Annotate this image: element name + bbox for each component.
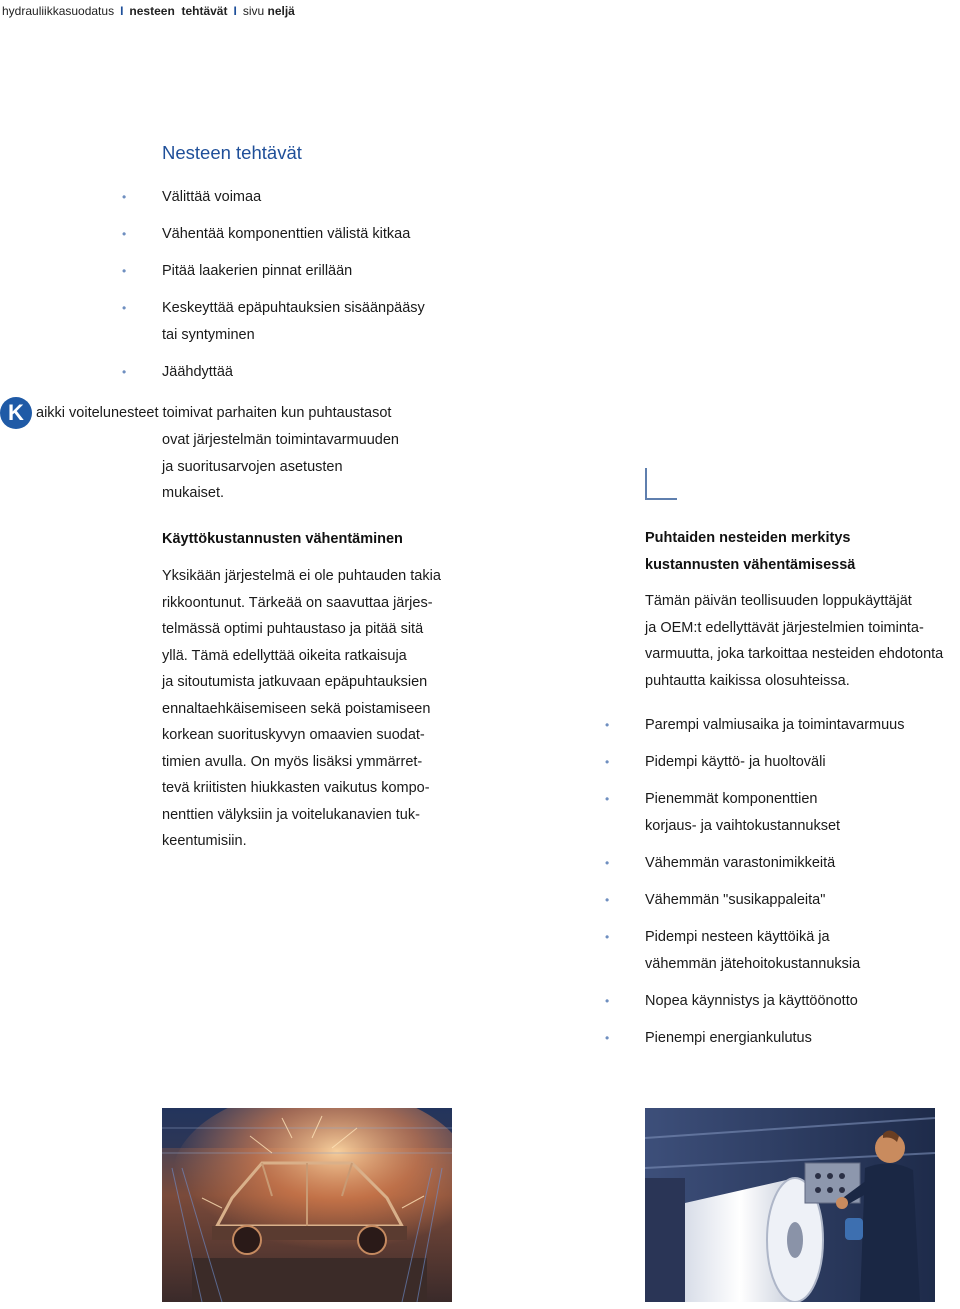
list-item: • Pidempi nesteen käyttöikä ja: [645, 924, 830, 951]
cost-reduction-body: Yksikään järjestelmä ei ole puhtauden takia rikkoontunut. Tärkeää on saavuttaa järjes- telmässä optimi puhtaustaso ja pitää sitä yllä. Tämä edellyttää oikeita ratkaisuja ja sitoutumista jatkuvaan epäpuhtauksien ennaltaehkäisemiseen sekä poistamiseen korkean suorituskyvyn omaavien suodat- timien avulla. On myös lisäksi ymmärret- tevä kriitisten hiukkasten vaikutus kompo- nenttien välyksiin ja voitelukanavien tuk- keentumisiin.: [162, 568, 441, 849]
list-item: • Pienemmät komponenttien: [645, 786, 818, 813]
running-header: [2, 4, 295, 18]
bullet-icon: •: [605, 856, 610, 870]
bullet-icon: •: [122, 227, 127, 241]
list-item-continuation: tai syntyminen: [162, 327, 255, 343]
header-topic-1: nesteen: [129, 4, 175, 18]
list-item: • Vähentää komponenttien välistä kitkaa: [162, 221, 410, 248]
list-item: • Keskeyttää epäpuhtauksien sisäänpääsy: [162, 295, 425, 322]
clean-fluids-heading: Puhtaiden nesteiden merkitys kustannusten vähentämisessä: [645, 530, 856, 573]
list-item: • Pitää laakerien pinnat erillään: [162, 258, 352, 285]
list-item: • Pidempi käyttö- ja huoltoväli: [645, 749, 826, 776]
bullet-icon: •: [122, 264, 127, 278]
corner-mark: [645, 468, 677, 500]
list-item: • Vähemmän varastonimikkeitä: [645, 850, 835, 877]
list-item-continuation: vähemmän jätehoitokustannuksia: [645, 956, 861, 972]
bullet-icon: •: [605, 755, 610, 769]
bullet-icon: •: [605, 1031, 610, 1045]
bullet-icon: •: [605, 893, 610, 907]
bullet-icon: •: [122, 301, 127, 315]
dropcap-badge: K: [0, 397, 32, 429]
list-item: • Vähemmän "susikappaleita": [645, 887, 825, 914]
list-item: • Jäähdyttää: [162, 359, 233, 386]
car-factory-photo: [162, 1108, 452, 1302]
list-item: • Pienempi energiankulutus: [645, 1025, 812, 1052]
section-title: Nesteen tehtävät: [162, 142, 302, 163]
header-topic-2: tehtävät: [181, 4, 228, 18]
paper-mill-photo: [645, 1108, 935, 1302]
list-item-continuation: korjaus- ja vaihtokustannukset: [645, 818, 841, 834]
header-separator: I: [233, 4, 237, 18]
list-item: • Nopea käynnistys ja käyttöönotto: [645, 988, 858, 1015]
bullet-icon: •: [605, 792, 610, 806]
clean-fluids-body: Tämän päivän teollisuuden loppukäyttäjät ja OEM:t edellyttävät järjestelmien toiminta- varmuutta, joka tarkoittaa nesteiden ehdotonta puhtautta kaikissa olosuhteissa.: [645, 593, 944, 689]
list-item: • Välittää voimaa: [162, 184, 261, 211]
bullet-icon: •: [605, 718, 610, 732]
bullet-icon: •: [122, 190, 127, 204]
bullet-icon: •: [122, 365, 127, 379]
bullet-icon: •: [605, 930, 610, 944]
header-separator: I: [120, 4, 124, 18]
list-item: • Parempi valmiusaika ja toimintavarmuus: [645, 712, 905, 739]
cost-reduction-heading: Käyttökustannusten vähentäminen: [162, 531, 403, 547]
intro-first-line: aikki voitelunesteet toimivat parhaiten kun puhtaustasot: [36, 405, 392, 421]
bullet-icon: •: [605, 994, 610, 1008]
header-section: hydrauliikkasuodatus: [2, 4, 115, 18]
paper-mill-illustration: [645, 1108, 935, 1302]
header-page-label: sivu: [242, 4, 265, 18]
intro-continuation: ovat järjestelmän toimintavarmuuden ja suoritusarvojen asetusten mukaiset.: [162, 432, 399, 502]
header-page-number: neljä: [267, 4, 295, 18]
car-factory-illustration: [162, 1108, 452, 1302]
